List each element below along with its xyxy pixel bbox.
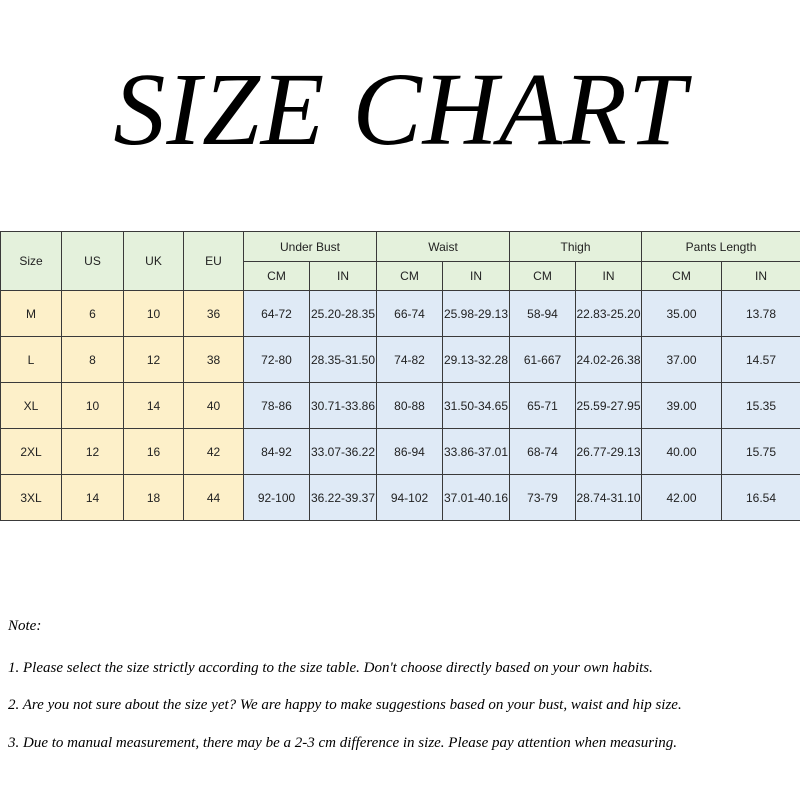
cell-bust-in: 25.20-28.35: [310, 291, 377, 337]
cell-bust-cm: 64-72: [244, 291, 310, 337]
cell-pants-cm: 35.00: [642, 291, 722, 337]
cell-eu: 42: [184, 429, 244, 475]
cell-size: XL: [1, 383, 62, 429]
cell-uk: 10: [124, 291, 184, 337]
cell-uk: 16: [124, 429, 184, 475]
cell-us: 12: [62, 429, 124, 475]
cell-pants-in: 16.54: [722, 475, 800, 521]
cell-pants-in: 14.57: [722, 337, 800, 383]
cell-waist-in: 29.13-32.28: [443, 337, 510, 383]
subheader-thigh-in: IN: [576, 262, 642, 291]
cell-bust-in: 28.35-31.50: [310, 337, 377, 383]
cell-size: 3XL: [1, 475, 62, 521]
cell-bust-cm: 84-92: [244, 429, 310, 475]
table-row: [1, 475, 800, 521]
notes-heading: Note:: [8, 618, 42, 634]
header-us: US: [62, 232, 124, 291]
cell-thigh-cm: 61-667: [510, 337, 576, 383]
cell-us: 6: [62, 291, 124, 337]
cell-thigh-cm: 73-79: [510, 475, 576, 521]
header-waist: Waist: [377, 232, 510, 262]
note-line: 2. Are you not sure about the size yet? We are happy to make suggestions based on your bust, waist and hip size.: [8, 697, 682, 713]
cell-thigh-in: 24.02-26.38: [576, 337, 642, 383]
cell-us: 8: [62, 337, 124, 383]
cell-size: 2XL: [1, 429, 62, 475]
subheader-waist-cm: CM: [377, 262, 443, 291]
cell-thigh-cm: 65-71: [510, 383, 576, 429]
cell-us: 14: [62, 475, 124, 521]
note-line: 1. Please select the size strictly according to the size table. Don't choose directly based on your own habits.: [8, 660, 653, 676]
cell-bust-cm: 92-100: [244, 475, 310, 521]
cell-waist-cm: 66-74: [377, 291, 443, 337]
subheader-pants-in: IN: [722, 262, 800, 291]
table-row: [1, 429, 800, 475]
cell-bust-cm: 78-86: [244, 383, 310, 429]
cell-waist-cm: 80-88: [377, 383, 443, 429]
header-uk: UK: [124, 232, 184, 291]
page-title: SIZE CHART: [113, 52, 687, 167]
cell-thigh-in: 28.74-31.10: [576, 475, 642, 521]
cell-pants-cm: 39.00: [642, 383, 722, 429]
cell-us: 10: [62, 383, 124, 429]
table-row: [1, 337, 800, 383]
cell-uk: 12: [124, 337, 184, 383]
header-under-bust: Under Bust: [244, 232, 377, 262]
cell-bust-in: 36.22-39.37: [310, 475, 377, 521]
table-row: [1, 383, 800, 429]
subheader-waist-in: IN: [443, 262, 510, 291]
cell-pants-in: 15.35: [722, 383, 800, 429]
cell-size: L: [1, 337, 62, 383]
cell-bust-in: 33.07-36.22: [310, 429, 377, 475]
cell-thigh-cm: 58-94: [510, 291, 576, 337]
cell-waist-in: 25.98-29.13: [443, 291, 510, 337]
size-table: [0, 231, 800, 521]
cell-pants-cm: 40.00: [642, 429, 722, 475]
cell-waist-in: 37.01-40.16: [443, 475, 510, 521]
cell-waist-in: 33.86-37.01: [443, 429, 510, 475]
subheader-pants-cm: CM: [642, 262, 722, 291]
cell-thigh-in: 22.83-25.20: [576, 291, 642, 337]
subheader-bust-cm: CM: [244, 262, 310, 291]
cell-thigh-cm: 68-74: [510, 429, 576, 475]
cell-waist-cm: 74-82: [377, 337, 443, 383]
cell-pants-cm: 42.00: [642, 475, 722, 521]
cell-thigh-in: 26.77-29.13: [576, 429, 642, 475]
cell-pants-in: 13.78: [722, 291, 800, 337]
cell-waist-in: 31.50-34.65: [443, 383, 510, 429]
cell-eu: 40: [184, 383, 244, 429]
cell-eu: 38: [184, 337, 244, 383]
subheader-bust-in: IN: [310, 262, 377, 291]
header-eu: EU: [184, 232, 244, 291]
cell-uk: 18: [124, 475, 184, 521]
subheader-thigh-cm: CM: [510, 262, 576, 291]
note-line: 3. Due to manual measurement, there may be a 2-3 cm difference in size. Please pay attention when measuring.: [8, 735, 678, 751]
cell-pants-cm: 37.00: [642, 337, 722, 383]
table-header-row: [1, 232, 800, 262]
cell-size: M: [1, 291, 62, 337]
header-pants-length: Pants Length: [642, 232, 800, 262]
cell-pants-in: 15.75: [722, 429, 800, 475]
header-thigh: Thigh: [510, 232, 642, 262]
cell-bust-in: 30.71-33.86: [310, 383, 377, 429]
cell-waist-cm: 86-94: [377, 429, 443, 475]
cell-eu: 44: [184, 475, 244, 521]
cell-eu: 36: [184, 291, 244, 337]
cell-thigh-in: 25.59-27.95: [576, 383, 642, 429]
header-size: Size: [1, 232, 62, 291]
cell-bust-cm: 72-80: [244, 337, 310, 383]
table-row: [1, 291, 800, 337]
cell-waist-cm: 94-102: [377, 475, 443, 521]
cell-uk: 14: [124, 383, 184, 429]
